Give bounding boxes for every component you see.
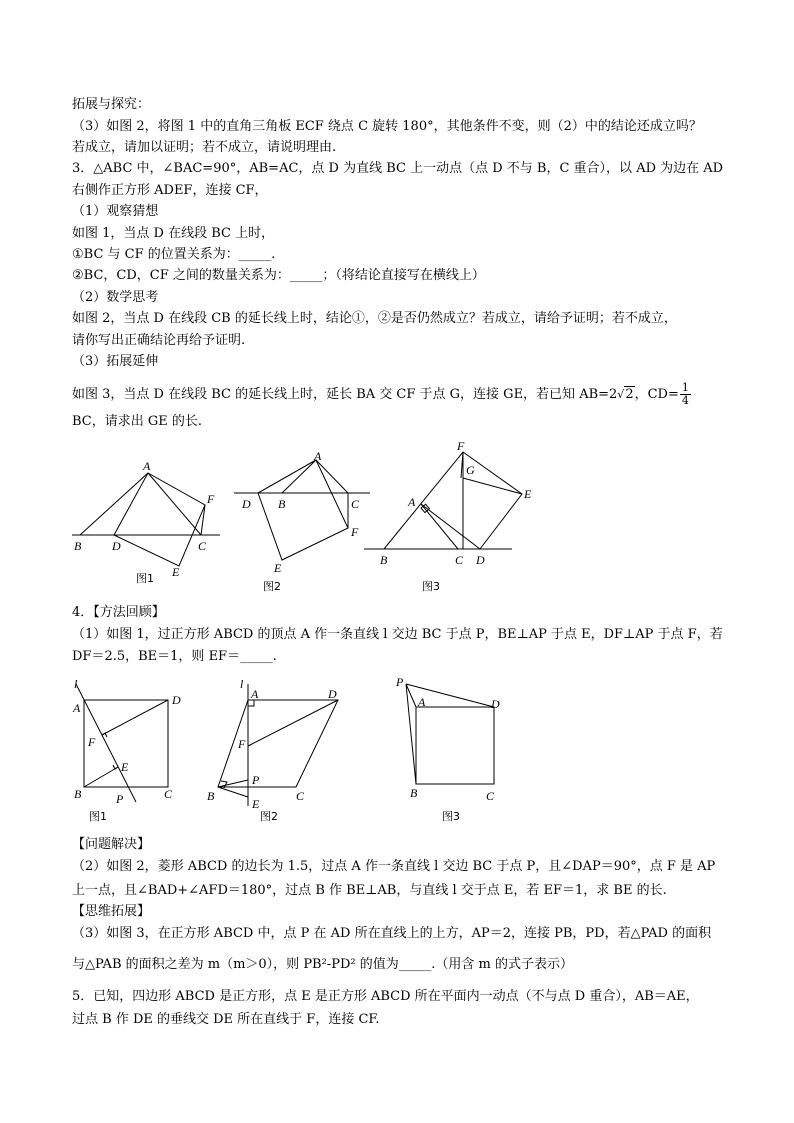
label-E: E xyxy=(274,561,282,575)
label-D: D xyxy=(172,693,181,707)
label-E: E xyxy=(172,565,180,579)
text-line: （1）如图 1，过正方形 ABCD 的顶点 A 作一条直线 l 交边 BC 于点 P，BE⊥AP 于点 E，DF⊥AP 于点 F，若 xyxy=(72,627,723,642)
text-line: 右侧作正方形 ADEF，连接 CF， xyxy=(72,183,268,198)
label-C: C xyxy=(351,497,360,511)
text-line: BC，请求出 GE 的长. xyxy=(72,414,203,429)
label-B: B xyxy=(207,789,215,803)
label-l: l xyxy=(240,677,244,691)
label-G: G xyxy=(466,463,475,477)
label-B: B xyxy=(74,787,82,801)
label-l: l xyxy=(74,677,78,691)
fraction-numerator: 1 xyxy=(681,381,689,394)
text-line: 与△PAB 的面积之差为 m（m＞0），则 PB²-PD² 的值为_____.（用含 m 的式子表示） xyxy=(72,957,573,972)
text-line: 请你写出正确结论再给予证明. xyxy=(72,333,246,348)
label-C: C xyxy=(455,553,464,567)
text-fragment: ，CD= xyxy=(634,387,679,402)
fig-caption: 图3 xyxy=(422,580,440,593)
label-A: A xyxy=(314,449,322,463)
label-F: F xyxy=(457,439,465,453)
label-D: D xyxy=(328,687,337,701)
label-A: A xyxy=(418,695,426,709)
label-C: C xyxy=(164,787,173,801)
text-line: 若成立，请加以证明；若不成立，请说明理由. xyxy=(72,140,337,155)
fig-caption: 图1 xyxy=(136,572,154,585)
label-F: F xyxy=(88,735,96,749)
label-P: P xyxy=(396,675,404,689)
text-line: 4．【方法回顾】 xyxy=(72,605,165,620)
text-line: 拓展与探究： xyxy=(72,97,151,112)
label-F: F xyxy=(207,492,215,506)
text-line: ②BC，CD，CF 之间的数量关系为：_____；（将结论直接写在横线上） xyxy=(72,268,485,283)
text-line: 5．已知，四边形 ABCD 是正方形，点 E 是正方形 ABCD 所在平面内一动点（不与点 D 重合），AB＝AE， xyxy=(72,989,699,1004)
text-line: 如图 3，当点 D 在线段 BC 的延长线上时，延长 BA 交 CF 于点 G，连接 GE，若已知 AB=2√2，CD= $\frac{1}{4}$ xyxy=(72,381,689,407)
text-fragment: 如图 3，当点 D 在线段 BC 的延长线上时，延长 BA 交 CF 于点 G，连接 GE，若已知 AB=2 xyxy=(72,387,618,402)
sqrt-value: 2 xyxy=(625,387,634,402)
label-B: B xyxy=(410,786,418,800)
label-D: D xyxy=(491,697,500,711)
label-D: D xyxy=(242,497,251,511)
label-D: D xyxy=(112,539,121,553)
label-B: B xyxy=(380,553,388,567)
label-E: E xyxy=(121,760,129,774)
text-line: 如图 2，当点 D 在线段 CB 的延长线上时，结论①，②是否仍然成立？若成立，请给予证明；若不成立， xyxy=(72,311,677,326)
label-A: A xyxy=(408,495,416,509)
text-line: DF＝2.5，BE＝1，则 EF＝_____. xyxy=(72,649,277,664)
text-line: （3）如图 3，在正方形 ABCD 中，点 P 在 AD 所在直线上的上方，AP＝2，连接 PB，PD，若△PAD 的面积 xyxy=(72,926,712,941)
text-line: 【问题解决】 xyxy=(72,837,151,852)
text-line: 如图 1，当点 D 在线段 BC 上时， xyxy=(72,226,275,241)
q3-figure-1 xyxy=(68,440,228,590)
label-E: E xyxy=(252,797,260,811)
text-line: （3）拓展延伸 xyxy=(72,354,159,369)
label-D: D xyxy=(476,553,485,567)
label-A: A xyxy=(73,701,81,715)
fraction-denominator: 4 xyxy=(681,394,689,407)
text-line: ①BC 与 CF 的位置关系为：_____. xyxy=(72,247,276,262)
text-line: 【思维拓展】 xyxy=(72,904,151,919)
q4-figure-2 xyxy=(200,676,350,826)
label-P: P xyxy=(252,773,260,787)
text-line: （1）观察猜想 xyxy=(72,204,159,219)
label-F: F xyxy=(238,737,246,751)
fig-caption: 图2 xyxy=(260,810,278,823)
label-B: B xyxy=(278,497,286,511)
text-line: 上一点，且∠BAD+∠AFD＝180°，过点 B 作 BE⊥AB，与直线 l 交于点 E，若 EF＝1，求 BE 的长. xyxy=(72,883,667,898)
text-line: （3）如图 2，将图 1 中的直角三角板 ECF 绕点 C 旋转 180°，其他条件不变，则（2）中的结论还成立吗？ xyxy=(72,119,702,134)
label-B: B xyxy=(74,539,82,553)
q3-figure-2 xyxy=(230,448,375,598)
text-line: 3．△ABC 中，∠BAC=90°，AB=AC，点 D 为直线 BC 上一动点（点 D 不与 B，C 重合），以 AD 为边在 AD xyxy=(72,161,724,176)
q4-figure-3 xyxy=(390,670,520,825)
fig-caption: 图3 xyxy=(442,810,460,823)
fig-caption: 图1 xyxy=(89,810,107,823)
q4-figure-1 xyxy=(64,676,194,826)
label-C: C xyxy=(198,539,207,553)
fraction xyxy=(680,382,691,407)
label-C: C xyxy=(486,789,495,803)
label-A: A xyxy=(143,459,151,473)
fig-caption: 图2 xyxy=(263,580,281,593)
q3-figure-3 xyxy=(360,438,540,593)
text-line: （2）数学思考 xyxy=(72,290,159,305)
label-A: A xyxy=(251,687,259,701)
label-P: P xyxy=(116,792,124,806)
label-C: C xyxy=(296,789,305,803)
label-F: F xyxy=(351,525,359,539)
text-line: 过点 B 作 DE 的垂线交 DE 所在直线于 F，连接 CF. xyxy=(72,1012,380,1027)
text-line: （2）如图 2，菱形 ABCD 的边长为 1.5，过点 A 作一条直线 l 交边 BC 于点 P，且∠DAP＝90°，点 F 是 AP xyxy=(72,859,716,874)
label-E: E xyxy=(524,487,532,501)
